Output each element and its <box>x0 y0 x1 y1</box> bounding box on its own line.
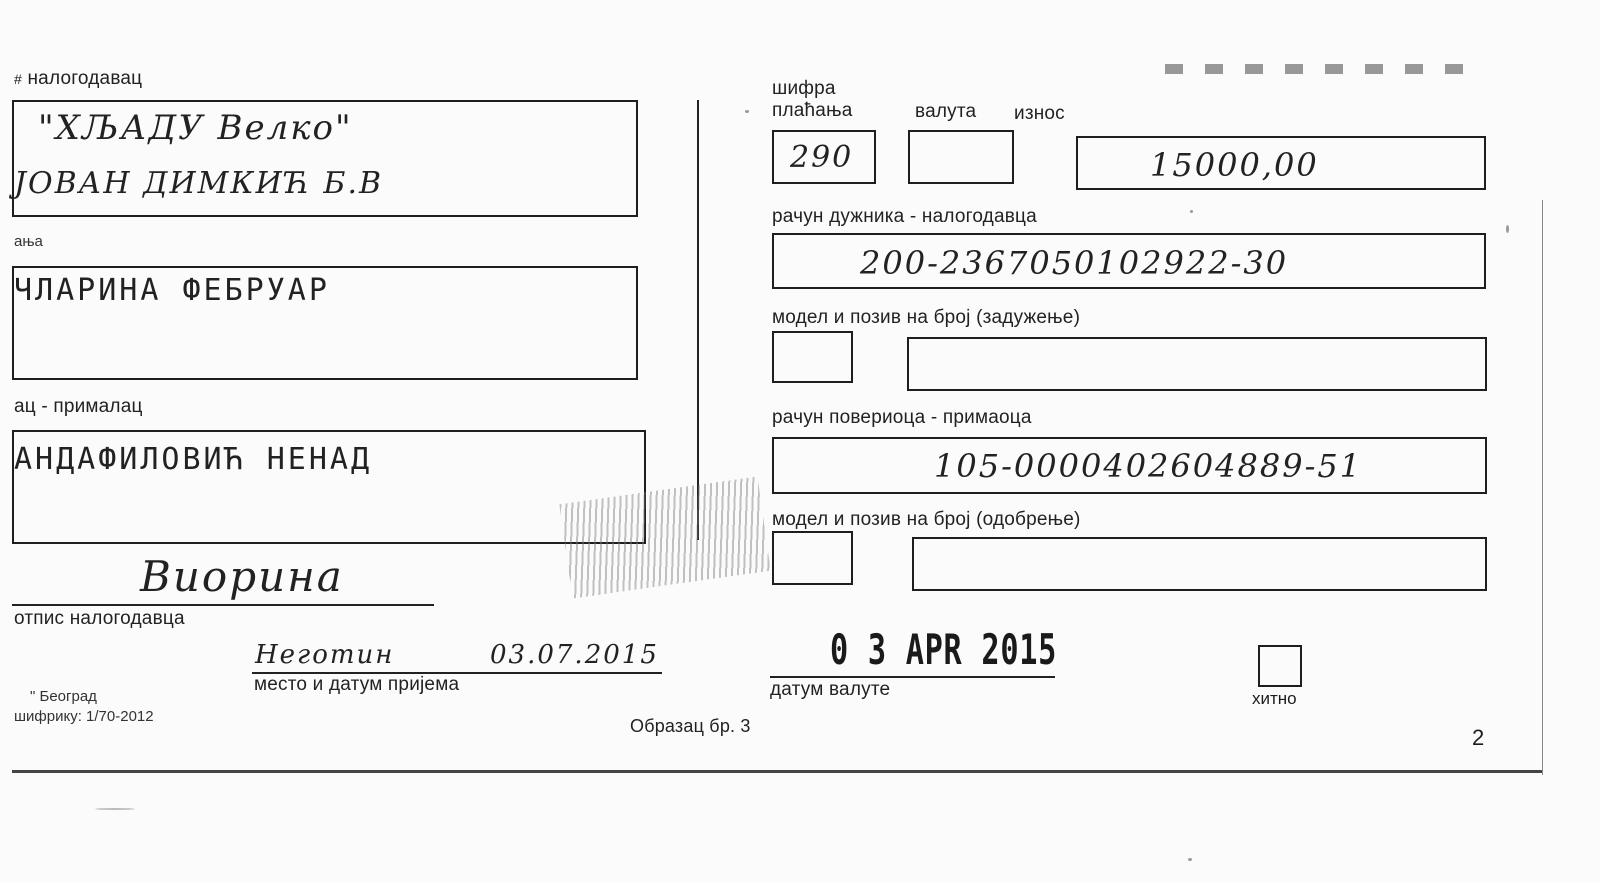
signature-line <box>12 604 434 606</box>
recipient-label: ац - прималац <box>14 396 143 417</box>
creditor-account-label: рачун повериоца - примаоца <box>772 407 1032 428</box>
purpose-label: ања <box>14 233 43 250</box>
printer-line1: " Београд <box>30 688 97 705</box>
payer-label <box>14 68 142 90</box>
payer-label-text: налогодавац <box>27 68 143 89</box>
place-date-label: место и датум пријема <box>254 674 460 695</box>
value-date-line <box>770 676 1055 678</box>
slip-right-edge <box>1542 200 1543 775</box>
slip-bottom-edge <box>12 770 1542 773</box>
payment-code-label <box>772 78 852 122</box>
date-handwritten: 03.07.2015 <box>490 640 659 670</box>
payment-code-value: 290 <box>790 140 854 175</box>
debtor-account-value: 200-2367050102922-30 <box>860 244 1289 282</box>
amount-value: 15000,00 <box>1150 146 1319 184</box>
reference-credit-box[interactable] <box>912 537 1487 591</box>
copy-number: 2 <box>1472 725 1485 750</box>
header-remnant <box>1165 64 1485 74</box>
payment-code-label-line1: шифра <box>772 78 836 99</box>
model-debit-label: модел и позив на број (задужење) <box>772 307 1081 328</box>
scan-speck <box>745 110 749 113</box>
payer-label-mark: # <box>14 71 22 87</box>
payer-line2: ЈОВАН ДИМКИЋ Б.В <box>14 166 384 201</box>
currency-box[interactable] <box>908 130 1014 184</box>
signature-scribble: Виорина <box>140 552 344 601</box>
model-debit-box[interactable] <box>772 331 853 383</box>
value-date-stamp: 0 3 APR 2015 <box>830 625 1058 674</box>
creditor-account-value: 105-0000402604889-51 <box>934 447 1363 485</box>
recipient-text: АНДАФИЛОВИЋ НЕНАД <box>14 442 373 477</box>
value-date-label: датум валуте <box>770 679 891 700</box>
amount-label: износ <box>1014 103 1065 124</box>
payer-line1: "ХЉАДУ Велко" <box>38 108 353 148</box>
scan-speck <box>1190 210 1193 213</box>
model-credit-label: модел и позив на број (одобрење) <box>772 509 1081 530</box>
payment-code-label-line2: плаћања <box>772 100 853 121</box>
urgent-checkbox[interactable] <box>1258 645 1302 687</box>
scan-speck <box>1506 225 1509 233</box>
reference-debit-box[interactable] <box>907 337 1487 391</box>
purpose-text: ЧЛАРИНА ФЕБРУАР <box>14 273 330 308</box>
scan-speck <box>95 808 135 810</box>
printer-line2: шифрику: 1/70-2012 <box>14 708 154 725</box>
scan-speck <box>1188 858 1192 861</box>
form-number: Образац бр. 3 <box>630 716 751 736</box>
center-divider <box>697 100 699 540</box>
urgent-label: хитно <box>1252 689 1297 708</box>
model-credit-box[interactable] <box>772 531 853 585</box>
place-handwritten: Неготин <box>255 640 395 670</box>
signature-label: отпис налогодавца <box>14 608 185 629</box>
debtor-account-label: рачун дужника - налогодавца <box>772 206 1037 227</box>
currency-label: валута <box>915 101 977 122</box>
